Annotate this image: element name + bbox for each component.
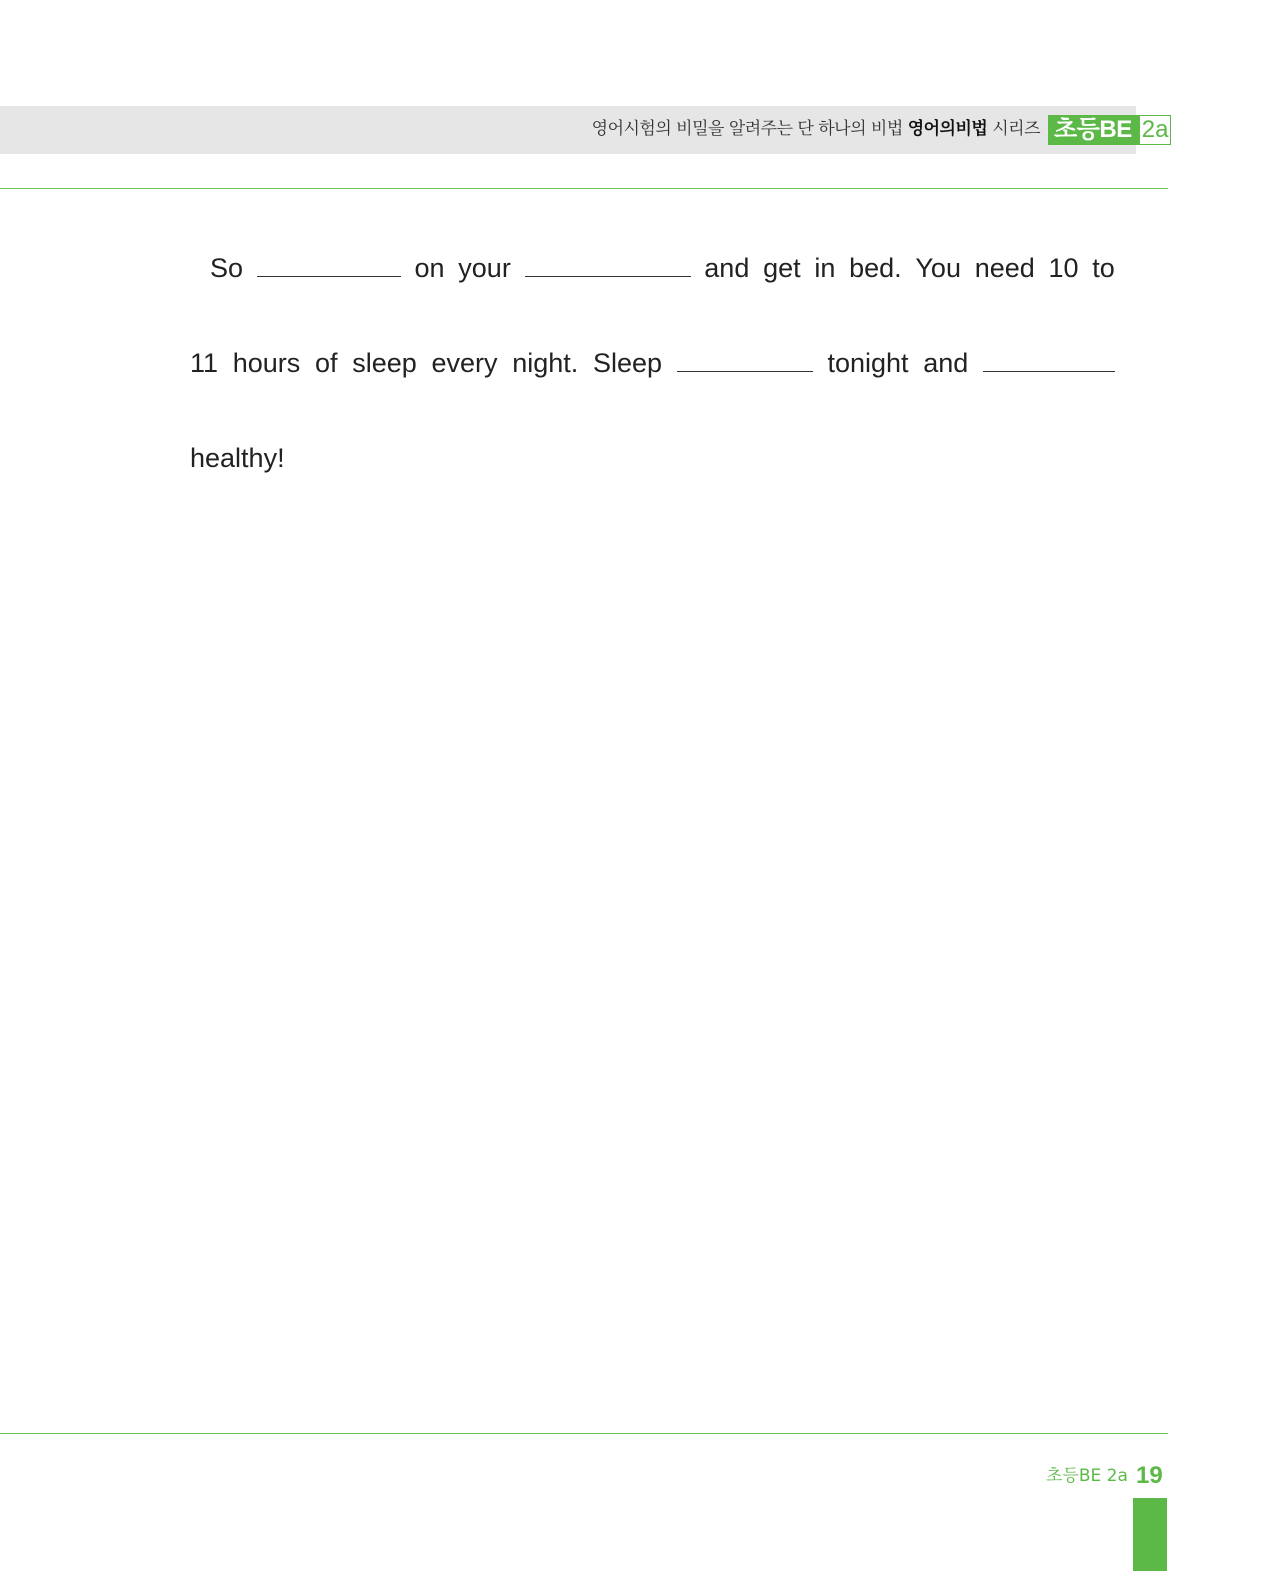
word: need xyxy=(974,253,1035,283)
series-suffix: 시리즈 xyxy=(992,119,1040,139)
word: So xyxy=(210,253,244,283)
word: sleep xyxy=(352,348,417,378)
answer-blank-4[interactable] xyxy=(983,351,1115,372)
word: night. xyxy=(512,348,579,378)
brand-name: 초등BE xyxy=(1048,115,1140,145)
word: Sleep xyxy=(592,348,663,378)
page-number: 19 xyxy=(1136,1462,1163,1489)
word: every xyxy=(431,348,498,378)
word: and xyxy=(923,348,969,378)
word: 11 xyxy=(190,348,219,378)
series-name: 영어의비법 xyxy=(907,119,988,139)
word: You xyxy=(915,253,961,283)
word: bed. xyxy=(849,253,902,283)
word: on xyxy=(414,253,445,283)
word: get xyxy=(763,253,801,283)
word: hours xyxy=(232,348,301,378)
answer-blank-1[interactable] xyxy=(257,256,401,277)
top-divider xyxy=(0,188,1168,189)
word: of xyxy=(314,348,338,378)
passage-line-2 xyxy=(190,335,1115,430)
bottom-divider xyxy=(0,1433,1168,1434)
word: in xyxy=(814,253,836,283)
word: to xyxy=(1092,253,1115,283)
answer-blank-2[interactable] xyxy=(525,256,691,277)
word: your xyxy=(458,253,511,283)
brand-level: 2a xyxy=(1140,115,1172,145)
word: and xyxy=(704,253,750,283)
word: 10 xyxy=(1048,253,1079,283)
passage-line-3 xyxy=(190,430,1115,525)
passage-line-1 xyxy=(190,240,1115,335)
brand-badge xyxy=(1048,115,1171,145)
answer-blank-3[interactable] xyxy=(677,351,813,372)
footer-book-label: 초등BE 2a xyxy=(1046,1466,1128,1486)
word: tonight xyxy=(827,348,909,378)
tagline-text: 영어시험의 비밀을 알려주는 단 하나의 비법 xyxy=(591,119,903,139)
fill-in-passage xyxy=(190,240,1115,525)
header-tagline xyxy=(592,117,1040,141)
word: healthy! xyxy=(190,443,285,473)
footer-color-tab xyxy=(1133,1498,1167,1571)
